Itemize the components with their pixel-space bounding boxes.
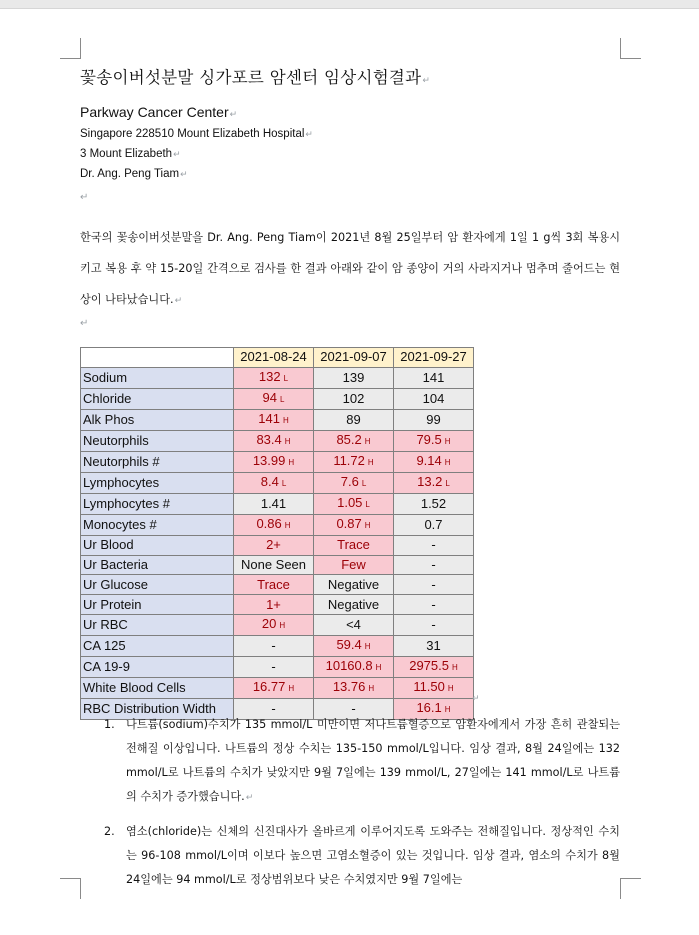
result-flag: H bbox=[364, 520, 371, 530]
table-row bbox=[81, 472, 474, 493]
result-value: - bbox=[351, 700, 356, 716]
table-row bbox=[81, 656, 474, 677]
test-name-cell[interactable]: CA 125 bbox=[81, 635, 234, 656]
result-flag: H bbox=[444, 704, 451, 714]
result-cell[interactable] bbox=[394, 635, 474, 656]
table-row bbox=[81, 367, 474, 388]
table-row bbox=[81, 595, 474, 615]
table-row bbox=[81, 493, 474, 514]
result-value: 79.5 bbox=[416, 431, 442, 447]
result-cell[interactable] bbox=[314, 451, 394, 472]
result-cell[interactable] bbox=[314, 595, 394, 615]
note-item[interactable] bbox=[104, 820, 620, 892]
lab-results-table bbox=[80, 347, 474, 720]
result-value: 1.05 bbox=[337, 494, 363, 510]
result-flag: H bbox=[368, 683, 375, 693]
result-value: 13.2 bbox=[417, 473, 443, 489]
result-value: 99 bbox=[426, 411, 441, 427]
result-flag: H bbox=[288, 457, 295, 467]
result-flag: H bbox=[444, 457, 451, 467]
result-value: - bbox=[431, 616, 436, 632]
result-cell[interactable] bbox=[234, 635, 314, 656]
result-cell[interactable] bbox=[234, 367, 314, 388]
result-value: <4 bbox=[346, 616, 361, 632]
result-cell[interactable] bbox=[234, 388, 314, 409]
result-cell[interactable] bbox=[234, 677, 314, 698]
document-title[interactable]: 꽃송이버섯분말 싱가포르 암센터 임상시험결과↵ bbox=[80, 68, 431, 87]
result-value: 13.76 bbox=[332, 678, 366, 694]
result-cell[interactable] bbox=[314, 472, 394, 493]
table-row bbox=[81, 575, 474, 595]
result-flag: H bbox=[367, 457, 374, 467]
result-cell[interactable] bbox=[314, 514, 394, 535]
result-flag: H bbox=[447, 683, 454, 693]
result-value: Trace bbox=[337, 537, 370, 553]
result-cell[interactable] bbox=[234, 493, 314, 514]
result-value: 0.87 bbox=[336, 515, 362, 531]
result-value: 139 bbox=[342, 369, 365, 385]
result-value: 31 bbox=[426, 637, 441, 653]
result-cell[interactable] bbox=[394, 409, 474, 430]
test-name-cell[interactable]: RBC Distribution Width bbox=[81, 698, 234, 719]
result-cell[interactable] bbox=[234, 555, 314, 575]
result-cell[interactable] bbox=[314, 555, 394, 575]
result-cell[interactable] bbox=[234, 535, 314, 555]
result-value: 11.72 bbox=[333, 452, 365, 468]
result-value: 11.50 bbox=[413, 678, 445, 694]
result-cell[interactable] bbox=[394, 614, 474, 635]
note-text: 나트륨(sodium)수치가 135 mmol/L 미만이면 저나트륨혈증으로 암환자에게서 가장 흔히 관찰되는 전해질 이상입니다. 나트륨의 정상 수치는 135-150 mmol/L입니다. 임상 결과, 8월 24일에는 132 mmol/L로 나트륨의 수치가 낮았지만 9월 7일에는 139 mmol/L, 27일에는 141 mmol/L로 나트륨의 수치가 증가했습니다. bbox=[126, 718, 620, 803]
result-value: 16.1 bbox=[416, 699, 442, 715]
test-name-cell[interactable]: Ur RBC bbox=[81, 614, 234, 635]
crop-mark-top-right bbox=[620, 38, 641, 59]
result-cell[interactable] bbox=[314, 614, 394, 635]
table-row bbox=[81, 635, 474, 656]
result-cell[interactable] bbox=[314, 493, 394, 514]
result-cell[interactable] bbox=[314, 409, 394, 430]
result-cell[interactable] bbox=[394, 388, 474, 409]
empty-paragraph: ↵ bbox=[80, 192, 89, 203]
result-flag: L bbox=[280, 394, 285, 404]
result-value: - bbox=[431, 576, 436, 592]
result-cell[interactable] bbox=[314, 575, 394, 595]
result-value: 2975.5 bbox=[409, 657, 449, 673]
result-value: 104 bbox=[422, 390, 445, 406]
crop-mark-bottom-left bbox=[60, 878, 81, 899]
table-corner-cell bbox=[81, 348, 234, 368]
doctor-name[interactable]: Dr. Ang. Peng Tiam↵ bbox=[80, 168, 188, 180]
result-flag: H bbox=[288, 683, 295, 693]
address-line[interactable]: 3 Mount Elizabeth↵ bbox=[80, 148, 181, 160]
date-header-cell[interactable]: 2021-09-07 bbox=[314, 348, 394, 368]
test-name-cell[interactable]: Lymphocytes bbox=[81, 472, 234, 493]
paragraph-mark: ↵ bbox=[245, 793, 254, 803]
result-cell[interactable] bbox=[394, 575, 474, 595]
result-value: Few bbox=[341, 556, 366, 572]
test-name-cell[interactable]: Neutorphils # bbox=[81, 451, 234, 472]
date-header-cell[interactable]: 2021-09-27 bbox=[394, 348, 474, 368]
table-row bbox=[81, 430, 474, 451]
result-value: 89 bbox=[346, 411, 361, 427]
result-value: - bbox=[271, 658, 276, 674]
test-name-cell[interactable]: Sodium bbox=[81, 367, 234, 388]
result-flag: H bbox=[279, 620, 286, 630]
result-value: 20 bbox=[261, 615, 277, 631]
result-cell[interactable] bbox=[394, 472, 474, 493]
result-cell[interactable] bbox=[394, 677, 474, 698]
test-name-cell[interactable]: Neutorphils bbox=[81, 430, 234, 451]
test-name-cell[interactable]: Lymphocytes # bbox=[81, 493, 234, 514]
crop-mark-top-left bbox=[60, 38, 81, 59]
address-line[interactable]: Singapore 228510 Mount Elizabeth Hospital↵ bbox=[80, 128, 313, 140]
table-row bbox=[81, 555, 474, 575]
result-cell[interactable] bbox=[314, 388, 394, 409]
result-value: 83.4 bbox=[256, 431, 282, 447]
result-flag: L bbox=[361, 478, 367, 488]
result-flag: H bbox=[364, 436, 371, 446]
table-row bbox=[81, 388, 474, 409]
result-value: 102 bbox=[342, 390, 365, 406]
result-cell[interactable] bbox=[314, 656, 394, 677]
crop-mark-bottom-right bbox=[620, 878, 641, 899]
test-name-cell[interactable]: Chloride bbox=[81, 388, 234, 409]
result-cell[interactable] bbox=[314, 367, 394, 388]
table-row bbox=[81, 451, 474, 472]
result-value: Negative bbox=[327, 576, 380, 592]
result-value: 141 bbox=[258, 410, 280, 426]
result-value: - bbox=[271, 637, 276, 653]
result-flag: H bbox=[284, 436, 291, 446]
result-value: 132 bbox=[258, 368, 281, 384]
table-row bbox=[81, 409, 474, 430]
result-value: 13.99 bbox=[252, 452, 286, 468]
note-text: 염소(chloride)는 신체의 신진대사가 올바르게 이루어지도록 도와주는 전해질입니다. 정상적인 수치는 96-108 mmol/L이며 이보다 높으면 고염소혈증이 있는 것입니다. 임상 결과, 염소의 수치가 8월 24일에는 94 mmol/L로 정상범위보다 낮은 수치였지만 9월 7일에는 bbox=[126, 825, 620, 886]
result-value: 1.41 bbox=[260, 495, 287, 511]
result-cell[interactable] bbox=[394, 493, 474, 514]
result-value: 141 bbox=[422, 369, 445, 385]
result-cell[interactable] bbox=[314, 635, 394, 656]
result-value: 10160.8 bbox=[325, 657, 373, 673]
result-cell[interactable] bbox=[394, 595, 474, 615]
result-cell[interactable] bbox=[394, 514, 474, 535]
result-cell[interactable] bbox=[394, 367, 474, 388]
result-flag: H bbox=[364, 641, 371, 651]
test-name-cell[interactable]: Ur Protein bbox=[81, 595, 234, 615]
test-name-cell[interactable]: Ur Bacteria bbox=[81, 555, 234, 575]
table-end-mark: ↵ bbox=[472, 694, 480, 704]
result-cell[interactable] bbox=[234, 656, 314, 677]
center-name[interactable]: Parkway Cancer Center↵ bbox=[80, 104, 238, 120]
result-cell[interactable] bbox=[314, 430, 394, 451]
intro-paragraph[interactable]: 한국의 꽃송이버섯분말을 Dr. Ang. Peng Tiam이 2021년 8월 25일부터 암 환자에게 1일 1 g씩 3회 복용시키고 복용 후 약 15-20일 간격으로 검사를 한 결과 아래와 같이 암 종양이 거의 사라지거나 멈추며 줄어드는 현상이 나타났습니다.↵ bbox=[80, 231, 620, 306]
note-item[interactable] bbox=[104, 713, 620, 810]
result-value: 2+ bbox=[266, 537, 281, 553]
result-value: 7.6 bbox=[340, 473, 359, 489]
result-flag: L bbox=[283, 373, 289, 383]
table-header-row bbox=[81, 348, 474, 368]
result-cell[interactable] bbox=[394, 451, 474, 472]
result-flag: H bbox=[451, 662, 458, 672]
result-value: - bbox=[431, 596, 436, 612]
result-value: Negative bbox=[327, 596, 380, 612]
result-cell[interactable] bbox=[234, 430, 314, 451]
table-row bbox=[81, 614, 474, 635]
result-value: 59.4 bbox=[336, 636, 362, 652]
result-cell[interactable] bbox=[234, 575, 314, 595]
test-name-cell[interactable]: CA 19-9 bbox=[81, 656, 234, 677]
result-cell[interactable] bbox=[234, 614, 314, 635]
result-cell[interactable] bbox=[234, 409, 314, 430]
table-row bbox=[81, 677, 474, 698]
result-value: 8.4 bbox=[260, 473, 279, 489]
result-value: Trace bbox=[257, 576, 290, 592]
result-flag: H bbox=[284, 520, 291, 530]
result-cell[interactable] bbox=[314, 677, 394, 698]
result-flag: L bbox=[281, 478, 287, 488]
result-value: - bbox=[271, 700, 276, 716]
test-name-cell[interactable]: Alk Phos bbox=[81, 409, 234, 430]
test-name-cell[interactable]: Monocytes # bbox=[81, 514, 234, 535]
result-cell[interactable] bbox=[314, 535, 394, 555]
result-value: 94 bbox=[262, 389, 277, 405]
result-flag: H bbox=[375, 662, 382, 672]
result-cell[interactable] bbox=[394, 555, 474, 575]
result-value: 0.7 bbox=[424, 516, 443, 532]
notes-list bbox=[104, 713, 620, 902]
result-flag: H bbox=[444, 436, 451, 446]
result-value: - bbox=[431, 537, 436, 553]
result-value: 1+ bbox=[266, 596, 281, 612]
result-cell[interactable] bbox=[394, 535, 474, 555]
result-cell[interactable] bbox=[394, 430, 474, 451]
note-number: 1. bbox=[104, 718, 115, 731]
note-number: 2. bbox=[104, 825, 115, 838]
result-cell[interactable] bbox=[234, 595, 314, 615]
result-cell[interactable] bbox=[394, 656, 474, 677]
result-value: 85.2 bbox=[336, 431, 362, 447]
result-flag: L bbox=[445, 478, 450, 488]
result-cell[interactable] bbox=[234, 514, 314, 535]
window-top-edge bbox=[0, 0, 699, 9]
result-value: 16.77 bbox=[252, 678, 286, 694]
test-name-cell[interactable]: Ur Blood bbox=[81, 535, 234, 555]
test-name-cell[interactable]: White Blood Cells bbox=[81, 677, 234, 698]
table-row bbox=[81, 535, 474, 555]
test-name-cell[interactable]: Ur Glucose bbox=[81, 575, 234, 595]
result-value: None Seen bbox=[240, 556, 307, 572]
result-value: 9.14 bbox=[416, 452, 442, 468]
empty-paragraph: ↵ bbox=[80, 318, 89, 329]
result-cell[interactable] bbox=[234, 451, 314, 472]
date-header-cell[interactable]: 2021-08-24 bbox=[234, 348, 314, 368]
result-value: - bbox=[431, 556, 436, 572]
result-flag: H bbox=[282, 415, 289, 425]
result-flag: L bbox=[365, 499, 370, 509]
result-value: 1.52 bbox=[420, 495, 447, 511]
result-value: 0.86 bbox=[256, 515, 282, 531]
result-cell[interactable] bbox=[234, 472, 314, 493]
table-row bbox=[81, 514, 474, 535]
